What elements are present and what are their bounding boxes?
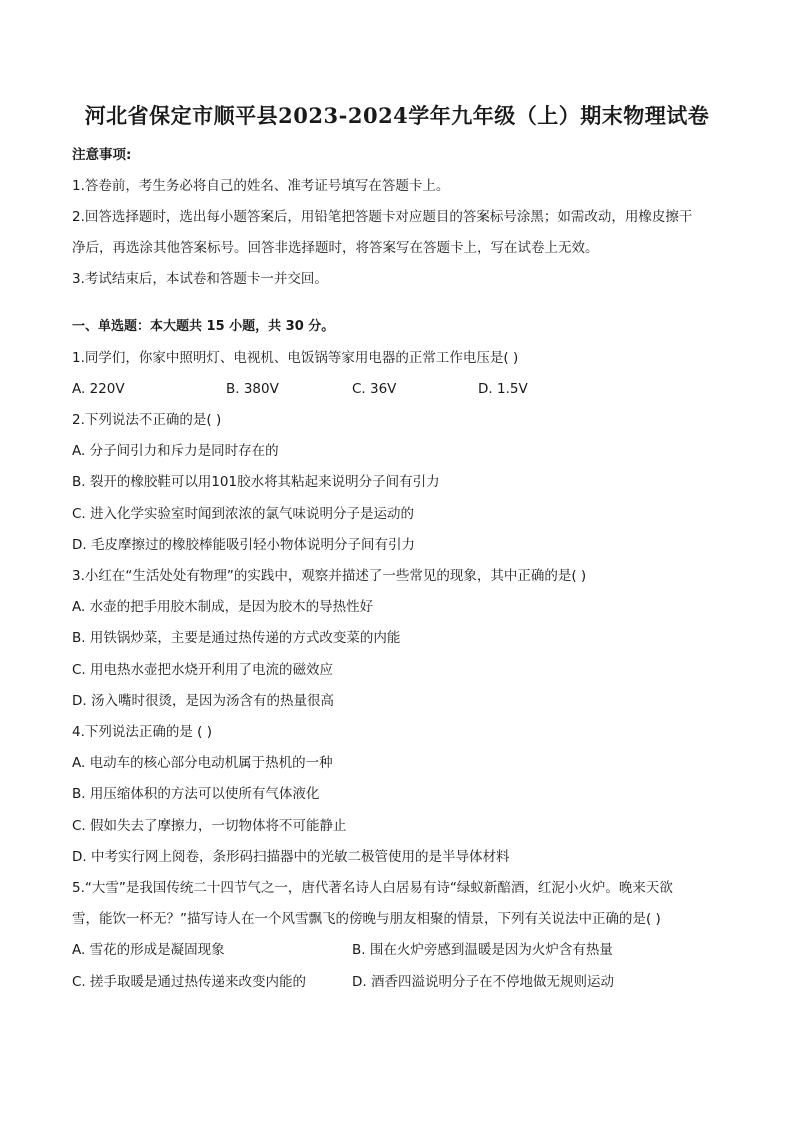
question-option: C. 假如失去了摩擦力，一切物体将不可能静止: [72, 818, 347, 834]
question-option: D. 汤入嘴时很烫，是因为汤含有的热量很高: [72, 693, 334, 709]
question-option: A. 220V: [72, 381, 125, 397]
question-stem: 1.同学们，你家中照明灯、电视机、电饭锅等家用电器的正常工作电压是( ): [72, 350, 519, 366]
question-option: D. 1.5V: [478, 381, 528, 397]
notice-heading: 注意事项:: [72, 147, 132, 163]
exam-title: 河北省保定市顺平县2023-2024学年九年级（上）期末物理试卷: [84, 103, 710, 128]
question-option: B. 380V: [226, 381, 279, 397]
question-option: C. 进入化学实验室时闻到浓浓的氯气味说明分子是运动的: [72, 506, 415, 522]
question-option: A. 雪花的形成是凝固现象: [72, 942, 225, 958]
notice-item: 2.回答选择题时，选出每小题答案后，用铅笔把答题卡对应题目的答案标号涂黑；如需改动，用橡皮擦干: [72, 209, 693, 225]
notice-item: 净后，再选涂其他答案标号。回答非选择题时，将答案写在答题卡上，写在试卷上无效。: [72, 240, 599, 256]
notice-item: 1.答卷前，考生务必将自己的姓名、准考证号填写在答题卡上。: [72, 178, 450, 194]
question-option: C. 36V: [352, 381, 397, 397]
question-option: B. 用压缩体积的方法可以使所有气体液化: [72, 786, 320, 802]
question-stem: 2.下列说法不正确的是( ): [72, 412, 222, 428]
question-option: C. 用电热水壶把水烧开利用了电流的磁效应: [72, 662, 334, 678]
section-heading: 一、单选题：本大题共 15 小题，共 30 分。: [72, 319, 335, 334]
question-option: B. 裂开的橡胶鞋可以用101胶水将其粘起来说明分子间有引力: [72, 474, 440, 490]
question-option: D. 中考实行网上阅卷，条形码扫描器中的光敏二极管使用的是半导体材料: [72, 849, 510, 865]
question-stem: 4.下列说法正确的是 ( ): [72, 724, 212, 740]
notice-item: 3.考试结束后，本试卷和答题卡一并交回。: [72, 271, 328, 287]
question-option: A. 分子间引力和斥力是同时存在的: [72, 443, 279, 459]
question-stem: 3.小红在“生活处处有物理”的实践中，观察并描述了一些常见的现象，其中正确的是( ): [72, 568, 587, 584]
question-option: B. 用铁锅炒菜，主要是通过热传递的方式改变菜的内能: [72, 630, 401, 646]
question-stem: 雪，能饮一杯无？”描写诗人在一个风雪飘飞的傍晚与朋友相聚的情景，下列有关说法中正确的是( ): [72, 911, 661, 927]
question-option: A. 电动车的核心部分电动机属于热机的一种: [72, 755, 333, 771]
question-option: D. 毛皮摩擦过的橡胶棒能吸引轻小物体说明分子间有引力: [72, 537, 415, 553]
question-option: D. 酒香四溢说明分子在不停地做无规则运动: [352, 974, 614, 990]
question-option: A. 水壶的把手用胶木制成，是因为胶木的导热性好: [72, 599, 374, 615]
question-option: B. 围在火炉旁感到温暖是因为火炉含有热量: [352, 942, 613, 958]
question-stem: 5.“大雪”是我国传统二十四节气之一，唐代著名诗人白居易有诗“绿蚁新醅酒，红泥小火炉。晚来天欲: [72, 880, 673, 896]
question-option: C. 搓手取暖是通过热传递来改变内能的: [72, 974, 307, 990]
